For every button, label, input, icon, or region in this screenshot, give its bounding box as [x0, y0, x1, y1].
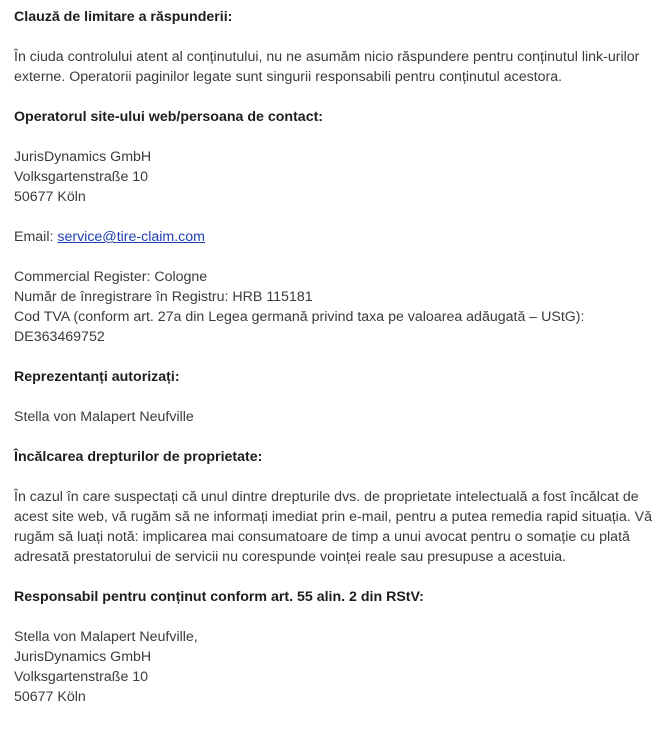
operator-heading: Operatorul site-ului web/persoana de contact: [14, 109, 324, 125]
disclaimer-text: În ciuda controlului atent al conținutului, nu ne asumăm nicio răspundere pentru conținutul link-urilor externe. Operatorii paginilor legate sunt singurii responsabili pentru conținutul acestora. [14, 49, 640, 85]
operator-city: 50677 Köln [14, 189, 86, 205]
email-link[interactable]: service@tire-claim.com [57, 229, 205, 245]
responsible-city: 50677 Köln [14, 689, 86, 705]
vat-number: DE363469752 [14, 329, 105, 345]
responsible-company: JurisDynamics GmbH [14, 649, 152, 665]
responsible-heading: Responsabil pentru conținut conform art. 55 alin. 2 din RStV: [14, 589, 424, 605]
disclaimer-heading: Clauză de limitare a răspunderii: [14, 9, 233, 25]
responsible-street: Volksgartenstraße 10 [14, 669, 149, 685]
operator-street: Volksgartenstraße 10 [14, 169, 149, 185]
vat-label: Cod TVA (conform art. 27a din Legea germană privind taxa pe valoarea adăugată – UStG): [14, 309, 585, 325]
register-number: Număr de înregistrare în Registru: HRB 115181 [14, 289, 313, 305]
email-label: Email: [14, 229, 58, 245]
representatives-heading: Reprezentanți autorizați: [14, 369, 180, 385]
operator-email-line [14, 227, 654, 247]
responsible-name: Stella von Malapert Neufville, [14, 629, 198, 645]
infringement-text: În cazul în care suspectați că unul dintre drepturile dvs. de proprietate intelectuală a fost încălcat de acest site web, vă rugăm să ne informați imediat prin e-mail, pentru a putea remedia rapid situația. Vă rugăm să luați notă: implicarea mai consumatoare de timp a unui avocat pentru o somație cu plată adresată prestatorului de servicii nu corespunde voinței reale sau presupuse a acestuia. [14, 489, 652, 565]
commercial-register: Commercial Register: Cologne [14, 269, 208, 285]
operator-company: JurisDynamics GmbH [14, 149, 152, 165]
infringement-heading: Încălcarea drepturilor de proprietate: [14, 449, 263, 465]
representative-name: Stella von Malapert Neufville [14, 409, 194, 425]
